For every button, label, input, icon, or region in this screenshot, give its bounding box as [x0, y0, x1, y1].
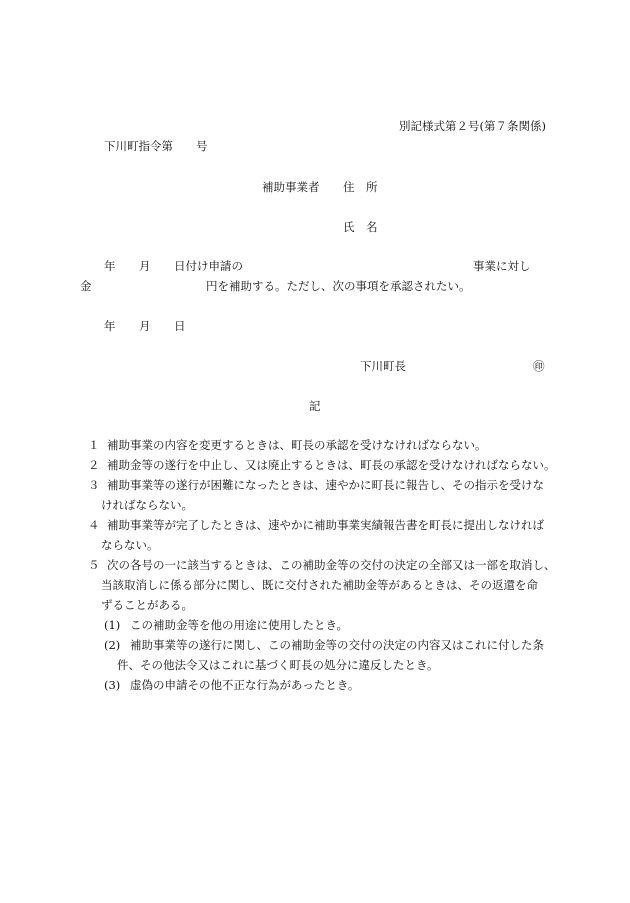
form-label: 別記様式第２号(第７条関係): [399, 119, 546, 133]
condition-2-num: ２: [88, 458, 100, 472]
sub-condition-1-num: (1): [104, 618, 121, 632]
application-month: 月: [139, 259, 151, 273]
amount-prefix: 金: [80, 279, 92, 293]
date-year: 年: [104, 319, 116, 333]
condition-5-text: 次の各号の一に該当するときは、この補助金等の交付の決定の全部又は一部を取消し、: [107, 558, 556, 572]
sub-condition-1-text: この補助金等を他の用途に使用したとき。: [130, 618, 349, 632]
address-label: 住 所: [343, 180, 378, 194]
condition-2-text: 補助金等の遂行を中止し、又は廃止するときは、町長の承認を受けなければならない。: [107, 458, 556, 472]
condition-1-num: １: [88, 438, 100, 452]
condition-3-text: 補助事業等の遂行が困難になったときは、速やかに町長に報告し、その指示を受けな: [107, 478, 544, 492]
grantee-label: 補助事業者: [262, 180, 320, 194]
condition-5-text-cont: 当該取消しに係る部分に関し、既に交付された補助金等があるときは、その返還を命: [101, 578, 538, 592]
condition-5-text-cont2: ずることがある。: [101, 598, 193, 612]
section-title: 記: [309, 399, 321, 413]
sub-condition-3-num: (3): [104, 678, 121, 692]
amount-text: 円を補助する。ただし、次の事項を承認されたい。: [206, 279, 471, 293]
date-day: 日: [174, 319, 186, 333]
issue-number: 下川町指令第 号: [104, 139, 208, 153]
sub-condition-2-text: 補助事業等の遂行に関し、この補助金等の交付の決定の内容又はこれに付した条: [130, 638, 544, 652]
condition-3-text-cont: ければならない。: [101, 498, 193, 512]
sub-condition-2-num: (2): [104, 638, 121, 652]
signatory-title: 下川町長: [360, 359, 406, 373]
condition-3-num: ３: [88, 478, 100, 492]
name-label: 氏 名: [343, 220, 378, 234]
date-month: 月: [139, 319, 151, 333]
condition-4-num: ４: [88, 518, 100, 532]
condition-4-text: 補助事業等が完了したときは、速やかに補助事業実績報告書を町長に提出しなければ: [107, 518, 544, 532]
condition-5-num: ５: [88, 558, 100, 572]
sub-condition-3-text: 虚偽の申請その他不正な行為があったとき。: [130, 678, 360, 692]
sub-condition-2-text-cont: 件、その他法令又はこれに基づく町長の処分に違反したとき。: [117, 658, 439, 672]
application-year: 年: [104, 259, 116, 273]
condition-1-text: 補助事業の内容を変更するときは、町長の承認を受けなければならない。: [107, 438, 487, 452]
application-date-suffix: 日付け申請の: [174, 259, 243, 273]
seal-mark: ㊞: [533, 359, 545, 373]
condition-4-text-cont: ならない。: [101, 538, 159, 552]
application-project-suffix: 事業に対し: [473, 259, 531, 273]
